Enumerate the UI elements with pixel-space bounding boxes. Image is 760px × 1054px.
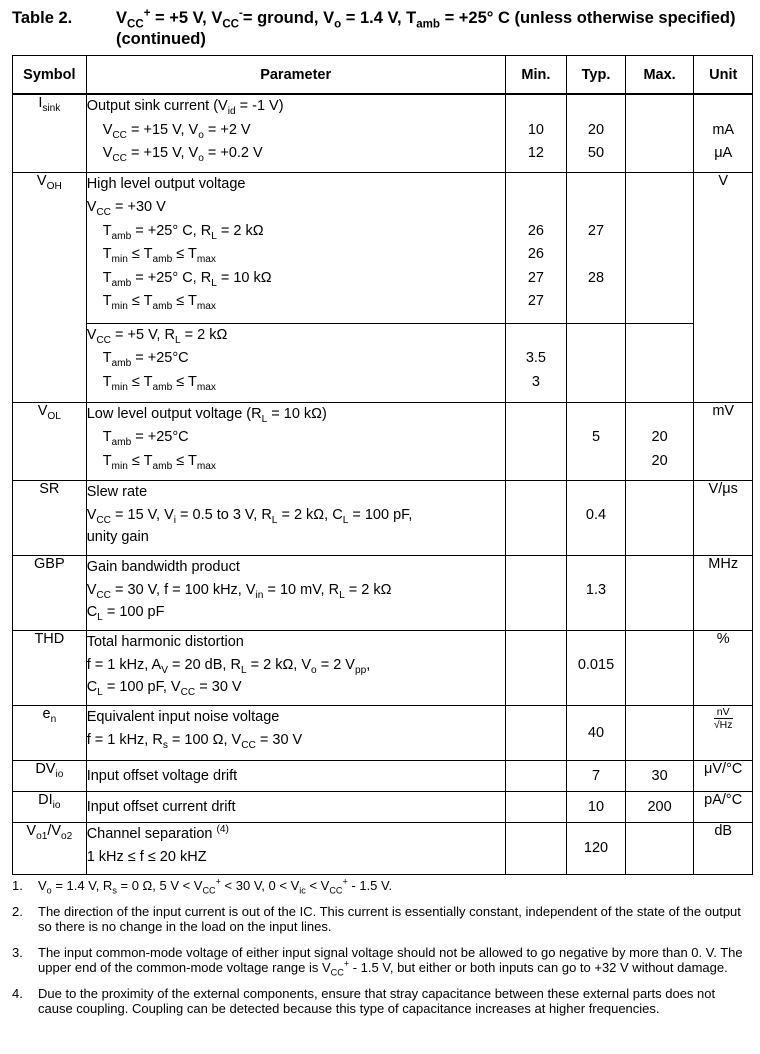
symbol-cell: $e_n$ [13,705,87,760]
unit-cell: dB [694,822,753,874]
max-cell: 30 [625,760,694,791]
symbol-cell: GBP [13,555,87,630]
unit-cell [694,705,753,760]
unit-cell: V [694,172,753,402]
max-cell [625,555,694,630]
max-cell [625,822,694,874]
table-row [13,480,753,555]
symbol-cell: $V_{OL}$ [13,402,87,480]
max-cell: 200 [625,791,694,822]
unit-cell: μV/°C [694,760,753,791]
table-conditions: $V_{CC}^+ = +5$ V, $V_{CC}^-=$ ground, $V_o = 1.4$ V, $T_{amb} = +25^\circ$ C (unless otherwise specified) (continued) [116,7,736,48]
table-row [13,705,753,760]
min-cell: 26 26 27 27 [505,172,567,323]
typ-cell: 10 [567,791,626,822]
min-cell [505,760,567,791]
unit-cell: mV [694,402,753,480]
table-row [13,760,753,791]
typ-cell: 0.4 [567,480,626,555]
typ-cell: 27 28 [567,172,626,323]
max-cell [625,705,694,760]
header-max: Max. [625,56,694,95]
parameter-cell: Input offset current drift [86,791,505,822]
table-row [13,172,753,323]
unit-cell: pA/°C [694,791,753,822]
typ-cell [567,323,626,402]
unit-cell: % [694,630,753,705]
symbol-cell: $I_{sink}$ [13,94,87,172]
symbol-cell: $DV_{io}$ [13,760,87,791]
parameter-cell: Equivalent input noise voltage f = 1 kHz, $R_s = 100$ Ω, $V_{CC} = 30$ V [86,705,505,760]
noise-unit-fraction: $\frac{nV}{√Hz}$ [713,705,733,731]
parameter-cell: Output sink current ($V_{id} = -1$ V) $V_{CC} = +15$ V, $V_o = +2$ V $V_{CC} = +15$ V, $V_o = +0.2$ V [86,94,505,172]
max-cell [625,172,694,323]
symbol-cell: $V_{OH}$ [13,172,87,402]
header-typ: Typ. [567,56,626,95]
min-cell [505,705,567,760]
parameter-cell: Input offset voltage drift [86,760,505,791]
parameter-cell: Slew rate $V_{CC} = 15$ V, $V_i = 0.5$ to 3 V, $R_L = 2$ kΩ, $C_L = 100$ pF, unity gain [86,480,505,555]
table-row [13,630,753,705]
electrical-characteristics-table [12,55,753,875]
header-min: Min. [505,56,567,95]
min-cell [505,555,567,630]
table-row [13,402,753,480]
typ-cell: 40 [567,705,626,760]
unit-cell: mA μA [694,94,753,172]
unit-cell: V/μs [694,480,753,555]
min-cell: 3.5 3 [505,323,567,402]
header-unit: Unit [694,56,753,95]
table-notes [12,878,752,1027]
symbol-cell: SR [13,480,87,555]
note-2: 2. The direction of the input current is out of the IC. This current is essentially constant, independent of the state of the output so there is no change in the load on the input lines. [12,904,741,934]
min-cell [505,630,567,705]
header-symbol: Symbol [13,56,87,95]
parameter-cell: Channel separation $^{(4)}$ 1 kHz ≤ f ≤ 20 kHZ [86,822,505,874]
header-parameter: Parameter [86,56,505,95]
max-cell [625,480,694,555]
max-cell [625,94,694,172]
header-row [13,56,753,95]
typ-cell: 1.3 [567,555,626,630]
typ-cell: 120 [567,822,626,874]
max-cell: 20 20 [625,402,694,480]
min-cell [505,822,567,874]
unit-cell: MHz [694,555,753,630]
typ-cell: 0.015 [567,630,626,705]
symbol-cell: $DI_{io}$ [13,791,87,822]
min-cell: 10 12 [505,94,567,172]
min-cell [505,480,567,555]
table-row [13,323,753,402]
parameter-cell: Low level output voltage ($R_L = 10$ kΩ) $T_{amb} = +25^\circ C$ $T_{min} \le T_{amb} \le T_{max}$ [86,402,505,480]
parameter-cell: $V_{CC} = +5$ V, $R_L = 2$ kΩ $T_{amb} = +25^\circ C$ $T_{min} \le T_{amb} \le T_{max}$ [86,323,505,402]
table-row [13,555,753,630]
note-3: 3. The input common-mode voltage of either input signal voltage should not be allowed to go negative by more than 0. V. The upper end of the common-mode voltage range is $V_{CC}^+ - 1.5$ V, but either or both inputs can go to +32 V without damage. [12,945,743,978]
typ-cell: 7 [567,760,626,791]
symbol-cell: THD [13,630,87,705]
table-label: Table 2. [12,9,73,27]
max-cell [625,630,694,705]
table-row [13,791,753,822]
table-row [13,94,753,172]
parameter-cell: Gain bandwidth product $V_{CC} = 30$ V, f = 100 kHz, $V_{in} = 10$ mV, $R_L = 2$ kΩ $C_L = 100$ pF [86,555,505,630]
note-4: 4. Due to the proximity of the external components, ensure that stray capacitance between these external parts does not cause coupling. Coupling can be detected because this type of capacitance increases at higher frequencies. [12,986,716,1016]
table-row [13,822,753,874]
parameter-cell: High level output voltage $V_{CC} = +30$ V $T_{amb} = +25^\circ$ C, $R_L = 2$ kΩ $T_{min} \le T_{amb} \le T_{max}$ $T_{amb} = +25^\circ$ C, $R_L = 10$ kΩ $T_{min} \le T_{amb} \le T_{max}$ [86,172,505,323]
parameter-cell: Total harmonic distortion f = 1 kHz, $A_V = 20$ dB, $R_L = 2$ kΩ, $V_o = 2$ $V_{pp}$, $C_L = 100$ pF, $V_{CC} = 30$ V [86,630,505,705]
typ-cell: 20 50 [567,94,626,172]
note-1: 1. $V_o = 1.4$ V, $R_s = 0$ Ω, 5 $V < V_{CC}^+ < 30$ V, $0 < V_{ic} < V_{CC}^+ - 1.5$ V. [12,876,393,896]
min-cell [505,791,567,822]
symbol-cell: $V_{o1}/V_{o2}$ [13,822,87,874]
typ-cell: 5 [567,402,626,480]
min-cell [505,402,567,480]
max-cell [625,323,694,402]
